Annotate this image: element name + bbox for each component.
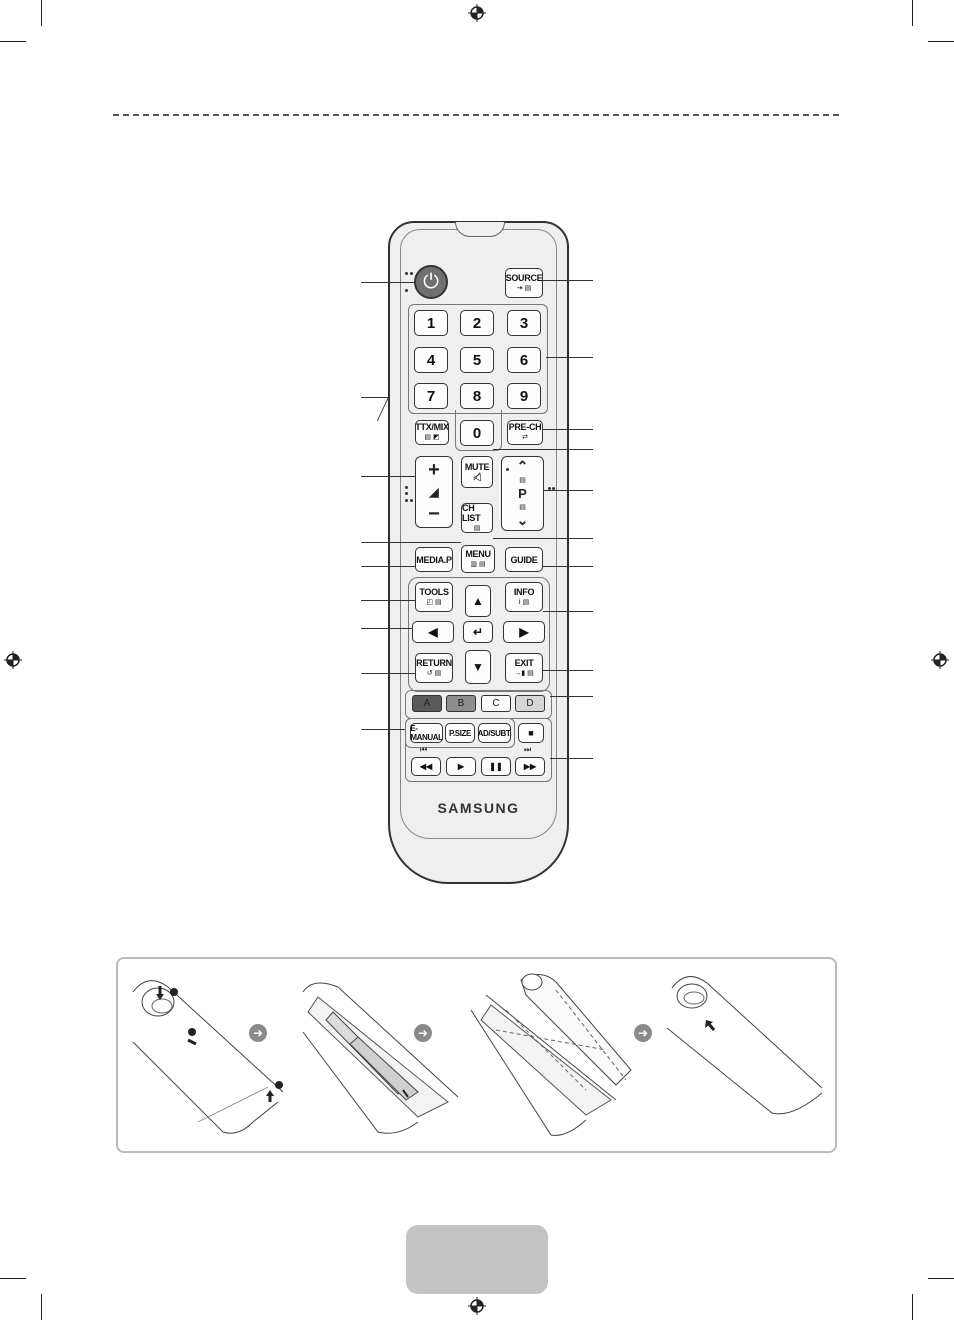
pause-button[interactable] — [481, 757, 511, 776]
page-up-icon: ▤ — [519, 477, 526, 485]
callout-line — [543, 280, 593, 281]
callout-line — [361, 542, 461, 543]
battery-step-2-illustration — [298, 972, 463, 1137]
skip-forward-icon: ⏭ — [524, 745, 532, 754]
tools-icon: ◰ ▤ — [426, 598, 442, 606]
number-button-9[interactable]: 9 — [507, 383, 541, 409]
arrow-left-icon: ◀ — [428, 625, 438, 639]
callout-line — [543, 566, 593, 567]
led-dot — [405, 272, 408, 275]
previous-channel-icon: ⇄ — [522, 434, 528, 441]
arrow-right-icon: ▶ — [519, 625, 529, 639]
fast-forward-icon: ▶▶ — [523, 762, 537, 771]
callout-line — [361, 600, 415, 601]
callout-line — [361, 673, 415, 674]
page-number-tab — [406, 1225, 548, 1294]
volume-level-icon: ◢ — [429, 484, 439, 499]
menu-button[interactable]: MENU ▥ ▤ — [461, 545, 495, 573]
stop-button[interactable] — [518, 723, 544, 743]
crop-mark — [41, 0, 42, 26]
led-dot — [405, 486, 408, 489]
channel-up-icon[interactable]: ⌃ — [516, 457, 529, 474]
right-arrow-button[interactable] — [503, 621, 545, 643]
input-icon: ⇥ ▤ — [516, 284, 532, 292]
number-button-1[interactable]: 1 — [414, 310, 448, 336]
page-down-icon: ▤ — [519, 503, 526, 511]
number-button-2[interactable]: 2 — [460, 310, 494, 336]
rewind-button[interactable] — [411, 757, 441, 776]
volume-down-icon[interactable]: − — [428, 503, 440, 526]
enter-icon: ↵ — [472, 625, 484, 639]
return-icon: ↺ ▤ — [426, 669, 442, 677]
info-icon: ⅰ ▤ — [518, 598, 530, 606]
menu-icon: ▥ ▤ — [470, 560, 486, 568]
crop-mark — [928, 41, 954, 42]
return-button[interactable]: RETURN ↺ ▤ — [415, 653, 453, 683]
mute-icon: ◁̸ — [473, 471, 481, 483]
ttx-mix-button[interactable]: TTX/MIX ▤ ◩ — [415, 420, 449, 445]
callout-line — [361, 729, 405, 730]
battery-step-4-illustration — [662, 968, 827, 1118]
power-icon: ⏻ — [423, 270, 439, 293]
callout-line — [493, 538, 593, 539]
registration-mark-icon — [468, 1297, 486, 1315]
registration-mark-icon — [4, 651, 22, 669]
exit-button[interactable]: EXIT →▮ ▤ — [505, 653, 543, 683]
brand-logo: SAMSUNG — [437, 800, 520, 816]
ad-subt-button[interactable]: AD/SUBT. — [478, 723, 511, 743]
stop-icon: ■ — [528, 728, 534, 738]
battery-step-3-illustration — [466, 970, 636, 1138]
led-dot — [405, 499, 408, 502]
color-button-a[interactable]: A — [412, 695, 442, 712]
crop-mark — [912, 0, 913, 26]
number-button-3[interactable]: 3 — [507, 310, 541, 336]
mute-button[interactable]: MUTE ◁̸ — [461, 456, 493, 488]
crop-mark — [912, 1294, 913, 1320]
volume-up-icon[interactable]: + — [428, 458, 440, 481]
callout-line — [361, 628, 412, 629]
source-button[interactable] — [505, 268, 543, 298]
pre-ch-button[interactable]: PRE-CH ⇄ — [507, 420, 543, 445]
teletext-icon: ▤ ◩ — [424, 434, 440, 441]
exit-icon: →▮ ▤ — [514, 669, 534, 677]
channel-list-icon: ▤ — [473, 524, 481, 532]
number-button-8[interactable]: 8 — [460, 383, 494, 409]
callout-line — [361, 476, 415, 477]
led-dot — [405, 492, 408, 495]
skip-back-icon: ⏮ — [420, 745, 428, 754]
channel-down-icon[interactable]: ⌄ — [516, 512, 529, 529]
down-arrow-button[interactable] — [465, 650, 491, 684]
callout-line — [543, 611, 593, 612]
rewind-icon: ◀◀ — [419, 762, 433, 771]
led-dot — [410, 499, 413, 502]
play-button[interactable] — [446, 757, 476, 776]
callout-line — [544, 490, 593, 491]
crop-mark — [0, 1278, 26, 1279]
play-icon: ▶ — [457, 762, 465, 771]
callout-line — [543, 670, 593, 671]
led-dot — [506, 468, 509, 471]
fast-forward-button[interactable] — [515, 757, 545, 776]
left-arrow-button[interactable] — [412, 621, 454, 643]
callout-line — [550, 696, 593, 697]
number-button-0[interactable]: 0 — [460, 420, 494, 446]
ch-list-button[interactable]: CH LIST ▤ — [461, 503, 493, 533]
led-dot — [405, 289, 408, 292]
up-arrow-button[interactable] — [465, 585, 491, 617]
number-button-4[interactable]: 4 — [414, 347, 448, 373]
pause-icon: ❚❚ — [489, 762, 503, 771]
info-button[interactable]: INFO ⅰ ▤ — [505, 582, 543, 612]
guide-button[interactable]: GUIDE — [505, 547, 543, 572]
section-divider — [113, 114, 839, 116]
next-step-arrow-icon: ➜ — [249, 1024, 267, 1042]
registration-mark-icon — [931, 651, 949, 669]
registration-mark-icon — [468, 4, 486, 22]
arrow-down-icon: ▼ — [472, 660, 484, 674]
color-button-d[interactable]: D — [515, 695, 545, 712]
number-button-5[interactable]: 5 — [460, 347, 494, 373]
color-button-b[interactable]: B — [446, 695, 476, 712]
next-step-arrow-icon: ➜ — [414, 1024, 432, 1042]
callout-line — [361, 397, 389, 398]
crop-mark — [41, 1294, 42, 1320]
callout-line — [550, 758, 593, 759]
e-manual-button[interactable]: E-MANUAL — [410, 724, 443, 742]
crop-mark — [0, 41, 26, 42]
color-button-c[interactable]: C — [481, 695, 511, 712]
number-button-7[interactable]: 7 — [414, 383, 448, 409]
tools-button[interactable]: TOOLS ◰ ▤ — [415, 582, 453, 612]
callout-line — [361, 566, 415, 567]
led-dot — [410, 272, 413, 275]
callout-line — [493, 449, 593, 450]
arrow-up-icon: ▲ — [472, 594, 484, 608]
callout-line — [361, 282, 414, 283]
callout-line — [546, 357, 593, 358]
volume-rocker[interactable] — [415, 456, 453, 528]
battery-step-1-illustration — [128, 972, 288, 1137]
remote-top-notch — [455, 222, 505, 237]
power-button[interactable] — [414, 265, 448, 299]
media-p-button[interactable]: MEDIA.P — [415, 547, 453, 572]
next-step-arrow-icon: ➜ — [634, 1024, 652, 1042]
number-button-6[interactable]: 6 — [507, 347, 541, 373]
crop-mark — [928, 1278, 954, 1279]
p-size-button[interactable]: P.SIZE — [445, 723, 475, 743]
callout-line — [543, 429, 593, 430]
channel-label: P — [518, 485, 527, 501]
enter-button[interactable] — [463, 621, 493, 643]
source-label: SOURCE — [505, 272, 543, 283]
